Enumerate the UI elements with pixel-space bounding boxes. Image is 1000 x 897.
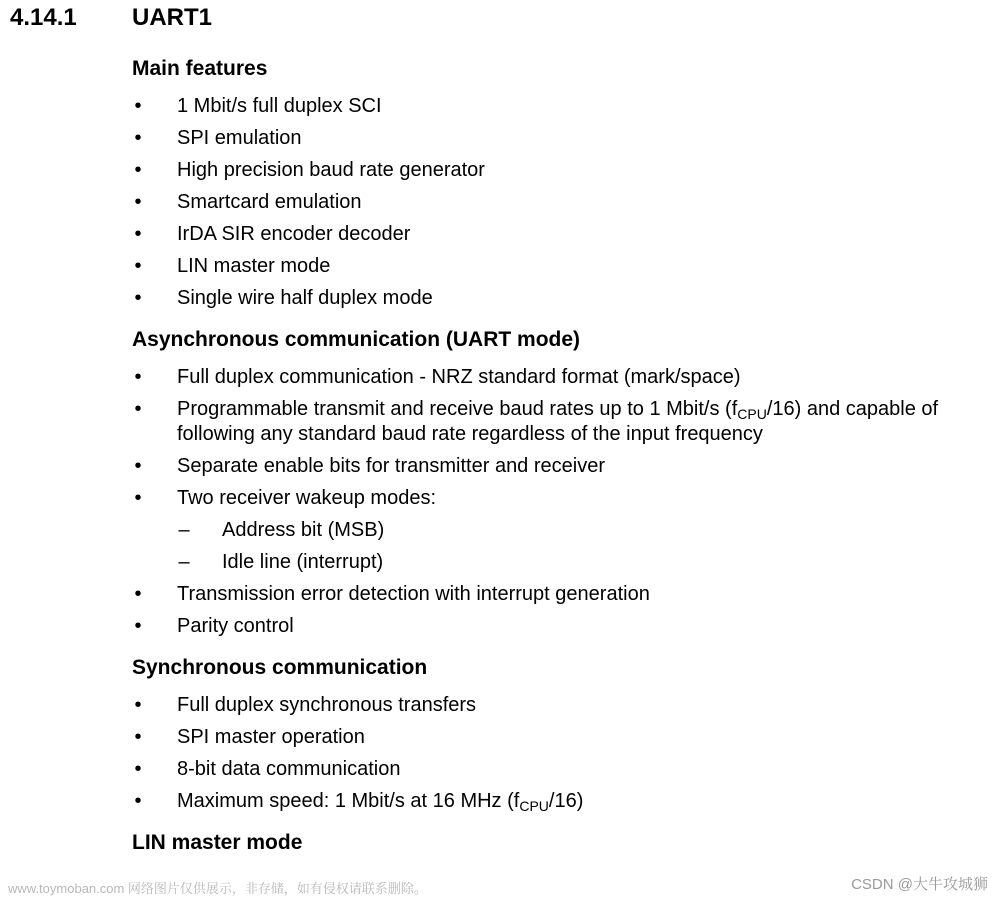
dash-icon: – (178, 551, 190, 573)
list-item: • IrDA SIR encoder decoder (132, 222, 992, 247)
sub-list-item: – Address bit (MSB) (178, 519, 385, 541)
list-item: • Full duplex communication - NRZ standard format (mark/space) (132, 365, 992, 390)
bullet-icon: • (134, 255, 142, 277)
sync-heading: Synchronous communication (132, 656, 428, 679)
list-item: • Full duplex synchronous transfers (132, 693, 992, 718)
bullet-icon: • (134, 615, 142, 637)
lin-heading: LIN master mode (132, 831, 303, 854)
list-item: • Two receiver wakeup modes: – Address bit (MSB) – Idle line (interrupt) (132, 486, 992, 575)
wakeup-modes-list (177, 518, 992, 575)
bullet-icon: • (134, 159, 142, 181)
bullet-icon: • (134, 726, 142, 748)
bullet-icon: • (134, 398, 142, 420)
sync-list (132, 693, 992, 814)
bullet-icon: • (134, 95, 142, 117)
list-item: • 8-bit data communication (132, 757, 992, 782)
list-item: • Parity control (132, 614, 992, 639)
list-item: • Smartcard emulation (132, 190, 992, 215)
section-title: UART1 (132, 4, 213, 31)
bullet-icon: • (134, 583, 142, 605)
list-item: • Transmission error detection with interrupt generation (132, 582, 992, 607)
bullet-icon: • (134, 455, 142, 477)
list-item: • LIN master mode (132, 254, 992, 279)
list-item: • Separate enable bits for transmitter and receiver (132, 454, 992, 479)
bullet-icon: • (134, 790, 142, 812)
main-features-list (132, 94, 992, 311)
bullet-icon: • (134, 127, 142, 149)
list-item: • SPI master operation (132, 725, 992, 750)
bullet-icon: • (134, 223, 142, 245)
watermark-left: www.toymoban.com 网络图片仅供展示，非存储，如有侵权请联系删除。 (8, 881, 427, 896)
list-item: • High precision baud rate generator (132, 158, 992, 183)
subscript-cpu: CPU (737, 406, 767, 422)
section-number: 4.14.1 (10, 4, 77, 31)
bullet-icon: • (134, 191, 142, 213)
subscript-cpu: CPU (519, 798, 549, 814)
list-item: • Maximum speed: 1 Mbit/s at 16 MHz $(f_{CPU}/16)$ (132, 789, 992, 814)
bullet-icon: • (134, 694, 142, 716)
async-list (132, 365, 992, 639)
main-features-heading: Main features (132, 57, 268, 80)
list-item: • Programmable transmit and receive baud rates up to 1 Mbit/s $(f_{CPU}/16)$ and capable of following any standard baud rate regardless of the input frequency (132, 397, 992, 447)
list-item: • SPI emulation (132, 126, 992, 151)
bullet-icon: • (134, 758, 142, 780)
bullet-icon: • (134, 287, 142, 309)
bullet-icon: • (134, 366, 142, 388)
bullet-icon: • (134, 487, 142, 509)
async-heading: Asynchronous communication (UART mode) (132, 328, 581, 351)
document-content (132, 54, 992, 858)
watermark-right: CSDN @大牛攻城狮 (851, 876, 988, 893)
dash-icon: – (178, 519, 190, 541)
list-item: • 1 Mbit/s full duplex SCI (132, 94, 992, 119)
sub-list-item: – Idle line (interrupt) (178, 551, 384, 573)
list-item: • Single wire half duplex mode (132, 286, 992, 311)
